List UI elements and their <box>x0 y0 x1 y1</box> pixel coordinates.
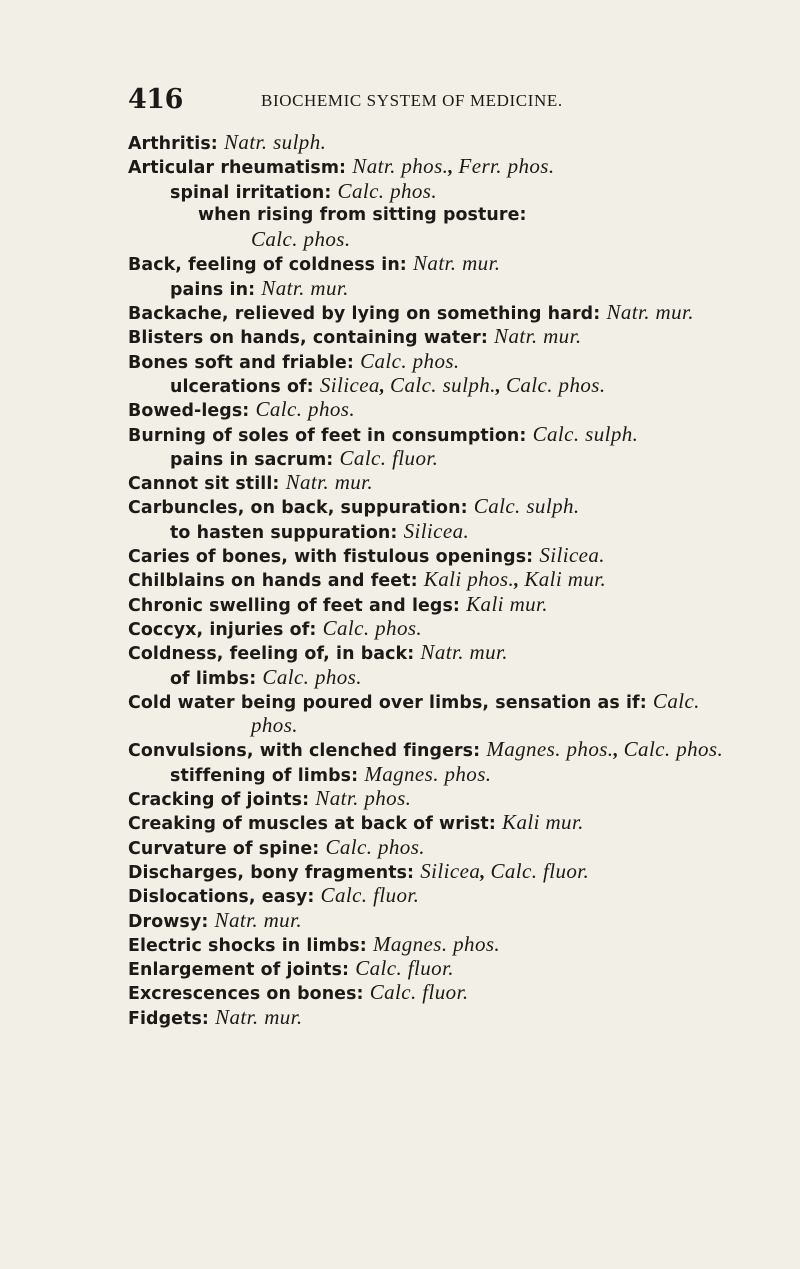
index-entry <box>128 1005 664 1029</box>
entry-term: Bones soft and friable: <box>128 352 354 373</box>
entry-remedy: Calc. fluor. <box>369 980 469 1005</box>
index-entry <box>128 251 664 275</box>
index-entry <box>128 810 664 834</box>
entry-term: pains in sacrum: <box>170 449 334 470</box>
entry-term: Discharges, bony fragments: <box>128 862 415 883</box>
entry-term: Chilblains on hands and feet: <box>128 571 418 592</box>
index-entry <box>128 179 664 203</box>
entry-term: Articular rheumatism: <box>128 158 347 179</box>
index-entry <box>128 349 664 373</box>
entry-remedy: Natr. mur. <box>494 324 582 349</box>
entry-remedy: Natr. mur. <box>261 275 349 300</box>
entry-remedy: Magnes. phos. <box>372 931 501 956</box>
index-entry <box>128 859 664 883</box>
index-entry <box>128 300 694 325</box>
index-entry <box>128 203 664 227</box>
entry-remedy: Calc. phos. <box>505 372 606 397</box>
remedy-separator: , <box>480 860 491 883</box>
entry-term: of limbs: <box>170 668 257 689</box>
index-entry <box>128 762 664 786</box>
entry-remedy: Calc. sulph. <box>473 494 580 519</box>
index-entries <box>128 130 724 1029</box>
entry-remedy: Calc. fluor. <box>490 858 590 883</box>
remedy-separator: , <box>495 374 506 397</box>
entry-term: ulcerations of: <box>170 376 314 397</box>
entry-term: Carbuncles, on back, suppuration: <box>128 498 468 519</box>
entry-remedy: Kali mur. <box>524 567 607 592</box>
entry-term: when rising from sitting posture: <box>198 204 527 225</box>
entry-remedy: phos. <box>251 713 298 738</box>
running-head: BIOCHEMIC SYSTEM OF MEDICINE. <box>261 91 563 110</box>
entry-remedy: Calc. fluor. <box>355 956 454 981</box>
entry-remedy: Kali phos. <box>423 567 515 592</box>
index-entry <box>128 373 664 397</box>
index-entry <box>128 422 664 446</box>
entry-remedy: Natr. sulph. <box>224 130 327 154</box>
entry-remedy: Calc. sulph. <box>390 372 496 397</box>
entry-remedy: Calc. fluor. <box>320 883 420 908</box>
entry-term: Caries of bones, with fistulous openings: <box>128 547 534 568</box>
entry-term: Coccyx, injuries of: <box>128 619 317 640</box>
index-entry <box>128 470 664 494</box>
index-entry <box>128 835 664 859</box>
entry-remedy: Calc. phos. <box>337 178 438 203</box>
entry-term: Drowsy: <box>128 911 209 932</box>
index-entry <box>128 883 664 907</box>
entry-term: Bowed-legs: <box>128 401 250 422</box>
entry-remedy: Natr. mur. <box>214 907 302 932</box>
index-entry <box>128 276 664 300</box>
entry-remedy: Calc. <box>652 688 700 713</box>
entry-term: Arthritis: <box>128 134 218 154</box>
index-entry <box>128 713 664 737</box>
entry-remedy: Natr. phos. <box>315 786 412 811</box>
entry-term: Cracking of joints: <box>128 790 310 811</box>
entry-term: Curvature of spine: <box>128 838 320 859</box>
entry-remedy: Magnes. phos. <box>364 761 492 786</box>
entry-remedy: Calc. phos. <box>325 834 425 859</box>
entry-remedy: Natr. mur. <box>420 640 508 665</box>
entry-remedy: Calc. phos. <box>322 615 423 640</box>
remedy-separator: , <box>613 739 624 762</box>
entry-remedy: Natr. mur. <box>285 470 374 495</box>
entry-remedy: Kali mur. <box>502 810 584 835</box>
entry-remedy: Silicea <box>319 372 380 397</box>
entry-term: stiffening of limbs: <box>170 765 359 786</box>
entry-term: Convulsions, with clenched fingers: <box>128 741 481 762</box>
entry-remedy: Calc. phos. <box>255 397 355 422</box>
index-entry <box>128 932 664 956</box>
entry-remedy: Natr. mur. <box>413 251 501 276</box>
index-entry <box>128 397 664 421</box>
entry-remedy: Calc. phos. <box>251 227 351 252</box>
entry-term: Creaking of muscles at back of wrist: <box>128 814 496 835</box>
index-entry <box>128 130 664 154</box>
entry-term: Fidgets: <box>128 1008 209 1029</box>
index-entry <box>128 980 664 1004</box>
entry-remedy: Kali mur. <box>466 591 548 616</box>
entry-term: Dislocations, easy: <box>128 887 315 908</box>
index-entry <box>128 446 664 470</box>
entry-remedy: Silicea. <box>403 518 470 543</box>
index-entry <box>128 154 664 178</box>
index-entry <box>128 665 664 689</box>
entry-term: Coldness, feeling of, in back: <box>128 644 415 665</box>
index-entry <box>128 640 664 664</box>
entry-term: spinal irritation: <box>170 182 332 203</box>
index-entry <box>128 616 664 640</box>
index-entry <box>128 908 664 932</box>
index-entry <box>128 324 664 348</box>
entry-term: Burning of soles of feet in consumption: <box>128 425 527 446</box>
entry-remedy: Calc. phos. <box>623 737 724 762</box>
index-entry <box>128 737 724 762</box>
entry-term: Blisters on hands, containing water: <box>128 328 488 349</box>
index-entry <box>128 786 664 810</box>
entry-remedy: Natr. mur. <box>215 1004 303 1029</box>
entry-remedy: Magnes. phos. <box>486 737 614 762</box>
entry-term: pains in: <box>170 279 256 300</box>
entry-term: Enlargement of joints: <box>128 960 350 981</box>
entry-term: Back, feeling of coldness in: <box>128 255 407 276</box>
index-entry <box>128 956 664 980</box>
entry-term: Electric shocks in limbs: <box>128 935 367 956</box>
entry-term: Backache, relieved by lying on something hard: <box>128 304 601 325</box>
entry-term: Excrescences on bones: <box>128 984 364 1005</box>
entry-remedy: Calc. phos. <box>262 664 362 689</box>
entry-remedy: Silicea <box>420 858 481 883</box>
entry-term: Chronic swelling of feet and legs: <box>128 595 460 616</box>
entry-remedy: Calc. sulph. <box>532 421 639 446</box>
remedy-separator: , <box>379 374 391 397</box>
entry-term: Cannot sit still: <box>128 474 280 495</box>
page-header <box>128 84 648 124</box>
entry-remedy: Silicea. <box>539 543 605 568</box>
entry-remedy: Ferr. phos. <box>458 154 555 179</box>
index-entry <box>128 592 664 616</box>
entry-term: to hasten suppuration: <box>170 522 398 543</box>
index-entry <box>128 567 664 591</box>
page-number: 416 <box>128 84 183 115</box>
index-entry <box>128 494 664 518</box>
index-entry <box>128 688 700 713</box>
entry-remedy: Natr. phos. <box>352 154 449 179</box>
index-entry <box>128 227 664 251</box>
index-entry <box>128 519 664 543</box>
remedy-separator: , <box>514 569 525 592</box>
index-entry <box>128 543 664 567</box>
entry-remedy: Natr. mur. <box>606 300 694 325</box>
entry-remedy: Calc. fluor. <box>339 445 439 470</box>
entry-term: Cold water being poured over limbs, sensation as if: <box>128 692 647 713</box>
remedy-separator: , <box>448 156 459 179</box>
entry-remedy: Calc. phos. <box>360 348 460 373</box>
